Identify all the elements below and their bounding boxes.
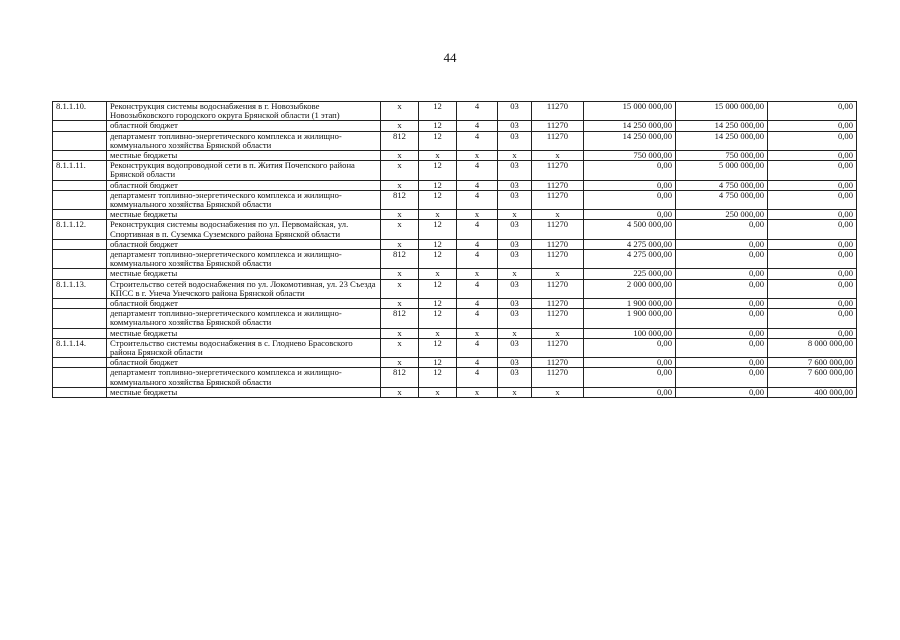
- amount-year1-cell: 0,00: [584, 180, 676, 190]
- direction-code-cell: 11270: [532, 102, 584, 121]
- section-code-cell: х: [419, 151, 457, 161]
- amount-year2-cell: 5 000 000,00: [676, 161, 768, 180]
- section-code-cell: 12: [419, 338, 457, 357]
- item-name-cell: местные бюджеты: [107, 210, 381, 220]
- amount-year3-cell: 0,00: [768, 239, 857, 249]
- amount-year3-cell: 0,00: [768, 131, 857, 150]
- program-code-cell: 4: [457, 368, 498, 387]
- section-code-cell: 12: [419, 250, 457, 269]
- table-row: [53, 190, 857, 209]
- item-code-cell: [53, 190, 107, 209]
- admin-code-cell: 812: [381, 368, 419, 387]
- section-code-cell: 12: [419, 239, 457, 249]
- table-row: [53, 387, 857, 397]
- item-code-cell: [53, 309, 107, 328]
- direction-code-cell: 11270: [532, 299, 584, 309]
- subprogram-code-cell: 03: [498, 299, 532, 309]
- amount-year2-cell: 0,00: [676, 358, 768, 368]
- admin-code-cell: 812: [381, 309, 419, 328]
- admin-code-cell: х: [381, 151, 419, 161]
- amount-year2-cell: 15 000 000,00: [676, 102, 768, 121]
- item-name-cell: департамент топливно-энергетического комплекса и жилищно-коммунального хозяйства Брянской области: [107, 250, 381, 269]
- admin-code-cell: х: [381, 239, 419, 249]
- table-row: [53, 309, 857, 328]
- section-code-cell: 12: [419, 121, 457, 131]
- table-row: [53, 368, 857, 387]
- item-name-cell: областной бюджет: [107, 180, 381, 190]
- amount-year2-cell: 750 000,00: [676, 151, 768, 161]
- direction-code-cell: х: [532, 269, 584, 279]
- amount-year2-cell: 0,00: [676, 309, 768, 328]
- table-row: [53, 102, 857, 121]
- section-code-cell: х: [419, 387, 457, 397]
- amount-year3-cell: 0,00: [768, 161, 857, 180]
- amount-year2-cell: 4 750 000,00: [676, 180, 768, 190]
- amount-year1-cell: 0,00: [584, 368, 676, 387]
- program-code-cell: 4: [457, 358, 498, 368]
- section-code-cell: 12: [419, 102, 457, 121]
- amount-year2-cell: 0,00: [676, 368, 768, 387]
- section-code-cell: 12: [419, 131, 457, 150]
- program-code-cell: 4: [457, 121, 498, 131]
- amount-year1-cell: 1 900 000,00: [584, 299, 676, 309]
- subprogram-code-cell: 03: [498, 338, 532, 357]
- subprogram-code-cell: 03: [498, 102, 532, 121]
- amount-year3-cell: 7 600 000,00: [768, 368, 857, 387]
- admin-code-cell: 812: [381, 131, 419, 150]
- section-code-cell: х: [419, 210, 457, 220]
- subprogram-code-cell: 03: [498, 121, 532, 131]
- amount-year1-cell: 4 275 000,00: [584, 250, 676, 269]
- program-code-cell: 4: [457, 309, 498, 328]
- amount-year1-cell: 14 250 000,00: [584, 121, 676, 131]
- program-code-cell: х: [457, 151, 498, 161]
- direction-code-cell: 11270: [532, 190, 584, 209]
- table-row: [53, 121, 857, 131]
- section-code-cell: х: [419, 269, 457, 279]
- item-code-cell: 8.1.1.12.: [53, 220, 107, 239]
- item-name-cell: областной бюджет: [107, 299, 381, 309]
- item-code-cell: [53, 387, 107, 397]
- amount-year2-cell: 0,00: [676, 220, 768, 239]
- section-code-cell: х: [419, 328, 457, 338]
- table-row: [53, 338, 857, 357]
- section-code-cell: 12: [419, 161, 457, 180]
- direction-code-cell: 11270: [532, 121, 584, 131]
- direction-code-cell: х: [532, 387, 584, 397]
- program-code-cell: 4: [457, 161, 498, 180]
- section-code-cell: 12: [419, 299, 457, 309]
- amount-year3-cell: 400 000,00: [768, 387, 857, 397]
- table-row: [53, 180, 857, 190]
- amount-year1-cell: 2 000 000,00: [584, 279, 676, 298]
- direction-code-cell: 11270: [532, 220, 584, 239]
- direction-code-cell: х: [532, 210, 584, 220]
- amount-year2-cell: 14 250 000,00: [676, 121, 768, 131]
- page-number: 44: [443, 50, 457, 65]
- direction-code-cell: х: [532, 328, 584, 338]
- amount-year3-cell: 0,00: [768, 220, 857, 239]
- admin-code-cell: х: [381, 338, 419, 357]
- admin-code-cell: х: [381, 387, 419, 397]
- program-code-cell: 4: [457, 239, 498, 249]
- amount-year3-cell: 0,00: [768, 190, 857, 209]
- amount-year3-cell: 0,00: [768, 309, 857, 328]
- table-row: [53, 220, 857, 239]
- admin-code-cell: 812: [381, 250, 419, 269]
- amount-year1-cell: 1 900 000,00: [584, 309, 676, 328]
- program-code-cell: 4: [457, 250, 498, 269]
- item-name-cell: областной бюджет: [107, 121, 381, 131]
- amount-year1-cell: 0,00: [584, 387, 676, 397]
- table-row: [53, 131, 857, 150]
- amount-year3-cell: 8 000 000,00: [768, 338, 857, 357]
- admin-code-cell: х: [381, 269, 419, 279]
- amount-year3-cell: 7 600 000,00: [768, 358, 857, 368]
- admin-code-cell: х: [381, 220, 419, 239]
- amount-year2-cell: 4 750 000,00: [676, 190, 768, 209]
- item-name-cell: местные бюджеты: [107, 328, 381, 338]
- table-row: [53, 269, 857, 279]
- amount-year2-cell: 0,00: [676, 269, 768, 279]
- section-code-cell: 12: [419, 279, 457, 298]
- amount-year2-cell: 0,00: [676, 239, 768, 249]
- admin-code-cell: х: [381, 279, 419, 298]
- amount-year1-cell: 0,00: [584, 161, 676, 180]
- item-name-cell: Реконструкция водопроводной сети в п. Жития Почепского района Брянской области: [107, 161, 381, 180]
- amount-year2-cell: 250 000,00: [676, 210, 768, 220]
- subprogram-code-cell: 03: [498, 279, 532, 298]
- direction-code-cell: 11270: [532, 239, 584, 249]
- item-code-cell: [53, 358, 107, 368]
- amount-year2-cell: 0,00: [676, 328, 768, 338]
- section-code-cell: 12: [419, 309, 457, 328]
- subprogram-code-cell: 03: [498, 358, 532, 368]
- item-code-cell: [53, 269, 107, 279]
- item-name-cell: Строительство сетей водоснабжения по ул. Локомотивная, ул. 23 Съезда КПСС в г. Унеча Унечского района Брянской области: [107, 279, 381, 298]
- program-code-cell: 4: [457, 279, 498, 298]
- subprogram-code-cell: 03: [498, 368, 532, 387]
- item-name-cell: местные бюджеты: [107, 151, 381, 161]
- program-code-cell: 4: [457, 220, 498, 239]
- admin-code-cell: х: [381, 180, 419, 190]
- admin-code-cell: х: [381, 328, 419, 338]
- admin-code-cell: х: [381, 299, 419, 309]
- item-name-cell: департамент топливно-энергетического комплекса и жилищно-коммунального хозяйства Брянской области: [107, 309, 381, 328]
- amount-year1-cell: 100 000,00: [584, 328, 676, 338]
- item-code-cell: [53, 368, 107, 387]
- item-code-cell: [53, 131, 107, 150]
- program-code-cell: 4: [457, 190, 498, 209]
- item-name-cell: департамент топливно-энергетического комплекса и жилищно-коммунального хозяйства Брянской области: [107, 190, 381, 209]
- item-name-cell: департамент топливно-энергетического комплекса и жилищно-коммунального хозяйства Брянской области: [107, 131, 381, 150]
- direction-code-cell: 11270: [532, 161, 584, 180]
- amount-year1-cell: 0,00: [584, 190, 676, 209]
- subprogram-code-cell: 03: [498, 309, 532, 328]
- amount-year1-cell: 750 000,00: [584, 151, 676, 161]
- section-code-cell: 12: [419, 180, 457, 190]
- section-code-cell: 12: [419, 368, 457, 387]
- table-body: [53, 102, 857, 398]
- item-name-cell: местные бюджеты: [107, 269, 381, 279]
- amount-year3-cell: 0,00: [768, 180, 857, 190]
- item-name-cell: местные бюджеты: [107, 387, 381, 397]
- table-row: [53, 210, 857, 220]
- amount-year1-cell: 14 250 000,00: [584, 131, 676, 150]
- item-code-cell: [53, 239, 107, 249]
- amount-year3-cell: 0,00: [768, 328, 857, 338]
- subprogram-code-cell: х: [498, 210, 532, 220]
- item-code-cell: [53, 121, 107, 131]
- program-code-cell: 4: [457, 338, 498, 357]
- amount-year1-cell: 0,00: [584, 210, 676, 220]
- amount-year2-cell: 0,00: [676, 299, 768, 309]
- item-code-cell: 8.1.1.13.: [53, 279, 107, 298]
- amount-year1-cell: 15 000 000,00: [584, 102, 676, 121]
- table-row: [53, 358, 857, 368]
- table-row: [53, 250, 857, 269]
- amount-year1-cell: 4 275 000,00: [584, 239, 676, 249]
- program-code-cell: 4: [457, 102, 498, 121]
- amount-year2-cell: 0,00: [676, 338, 768, 357]
- item-code-cell: [53, 250, 107, 269]
- subprogram-code-cell: х: [498, 387, 532, 397]
- item-code-cell: [53, 151, 107, 161]
- program-code-cell: х: [457, 210, 498, 220]
- table-row: [53, 239, 857, 249]
- budget-table: [52, 101, 857, 398]
- direction-code-cell: 11270: [532, 131, 584, 150]
- subprogram-code-cell: 03: [498, 239, 532, 249]
- direction-code-cell: 11270: [532, 338, 584, 357]
- subprogram-code-cell: х: [498, 151, 532, 161]
- amount-year1-cell: 0,00: [584, 358, 676, 368]
- amount-year3-cell: 0,00: [768, 102, 857, 121]
- subprogram-code-cell: 03: [498, 220, 532, 239]
- item-name-cell: департамент топливно-энергетического комплекса и жилищно-коммунального хозяйства Брянской области: [107, 368, 381, 387]
- admin-code-cell: 812: [381, 190, 419, 209]
- program-code-cell: 4: [457, 299, 498, 309]
- admin-code-cell: х: [381, 121, 419, 131]
- direction-code-cell: х: [532, 151, 584, 161]
- direction-code-cell: 11270: [532, 309, 584, 328]
- item-code-cell: 8.1.1.14.: [53, 338, 107, 357]
- item-name-cell: областной бюджет: [107, 358, 381, 368]
- program-code-cell: х: [457, 328, 498, 338]
- table-row: [53, 279, 857, 298]
- amount-year1-cell: 225 000,00: [584, 269, 676, 279]
- subprogram-code-cell: 03: [498, 161, 532, 180]
- item-code-cell: [53, 299, 107, 309]
- subprogram-code-cell: х: [498, 328, 532, 338]
- item-name-cell: Реконструкция системы водоснабжения в г. Новозыбкове Новозыбковского городского округа Брянской области (1 этап): [107, 102, 381, 121]
- item-code-cell: 8.1.1.10.: [53, 102, 107, 121]
- item-name-cell: Реконструкция системы водоснабжения по ул. Первомайская, ул. Спортивная в п. Суземка Суземского района Брянской области: [107, 220, 381, 239]
- item-code-cell: [53, 180, 107, 190]
- amount-year2-cell: 14 250 000,00: [676, 131, 768, 150]
- amount-year3-cell: 0,00: [768, 299, 857, 309]
- amount-year2-cell: 0,00: [676, 250, 768, 269]
- direction-code-cell: 11270: [532, 279, 584, 298]
- program-code-cell: х: [457, 269, 498, 279]
- amount-year1-cell: 0,00: [584, 338, 676, 357]
- direction-code-cell: 11270: [532, 250, 584, 269]
- program-code-cell: х: [457, 387, 498, 397]
- table-row: [53, 299, 857, 309]
- table-row: [53, 151, 857, 161]
- subprogram-code-cell: х: [498, 269, 532, 279]
- table-row: [53, 161, 857, 180]
- amount-year2-cell: 0,00: [676, 279, 768, 298]
- item-code-cell: [53, 210, 107, 220]
- amount-year3-cell: 0,00: [768, 121, 857, 131]
- direction-code-cell: 11270: [532, 368, 584, 387]
- amount-year3-cell: 0,00: [768, 250, 857, 269]
- admin-code-cell: х: [381, 161, 419, 180]
- direction-code-cell: 11270: [532, 358, 584, 368]
- program-code-cell: 4: [457, 180, 498, 190]
- section-code-cell: 12: [419, 190, 457, 209]
- amount-year2-cell: 0,00: [676, 387, 768, 397]
- amount-year3-cell: 0,00: [768, 151, 857, 161]
- amount-year1-cell: 4 500 000,00: [584, 220, 676, 239]
- item-code-cell: 8.1.1.11.: [53, 161, 107, 180]
- item-name-cell: Строительство системы водоснабжения в с. Глоднево Брасовского района Брянской области: [107, 338, 381, 357]
- admin-code-cell: х: [381, 358, 419, 368]
- section-code-cell: 12: [419, 358, 457, 368]
- subprogram-code-cell: 03: [498, 180, 532, 190]
- amount-year3-cell: 0,00: [768, 279, 857, 298]
- program-code-cell: 4: [457, 131, 498, 150]
- subprogram-code-cell: 03: [498, 250, 532, 269]
- item-name-cell: областной бюджет: [107, 239, 381, 249]
- subprogram-code-cell: 03: [498, 190, 532, 209]
- direction-code-cell: 11270: [532, 180, 584, 190]
- table-row: [53, 328, 857, 338]
- subprogram-code-cell: 03: [498, 131, 532, 150]
- section-code-cell: 12: [419, 220, 457, 239]
- admin-code-cell: х: [381, 102, 419, 121]
- admin-code-cell: х: [381, 210, 419, 220]
- item-code-cell: [53, 328, 107, 338]
- amount-year3-cell: 0,00: [768, 269, 857, 279]
- amount-year3-cell: 0,00: [768, 210, 857, 220]
